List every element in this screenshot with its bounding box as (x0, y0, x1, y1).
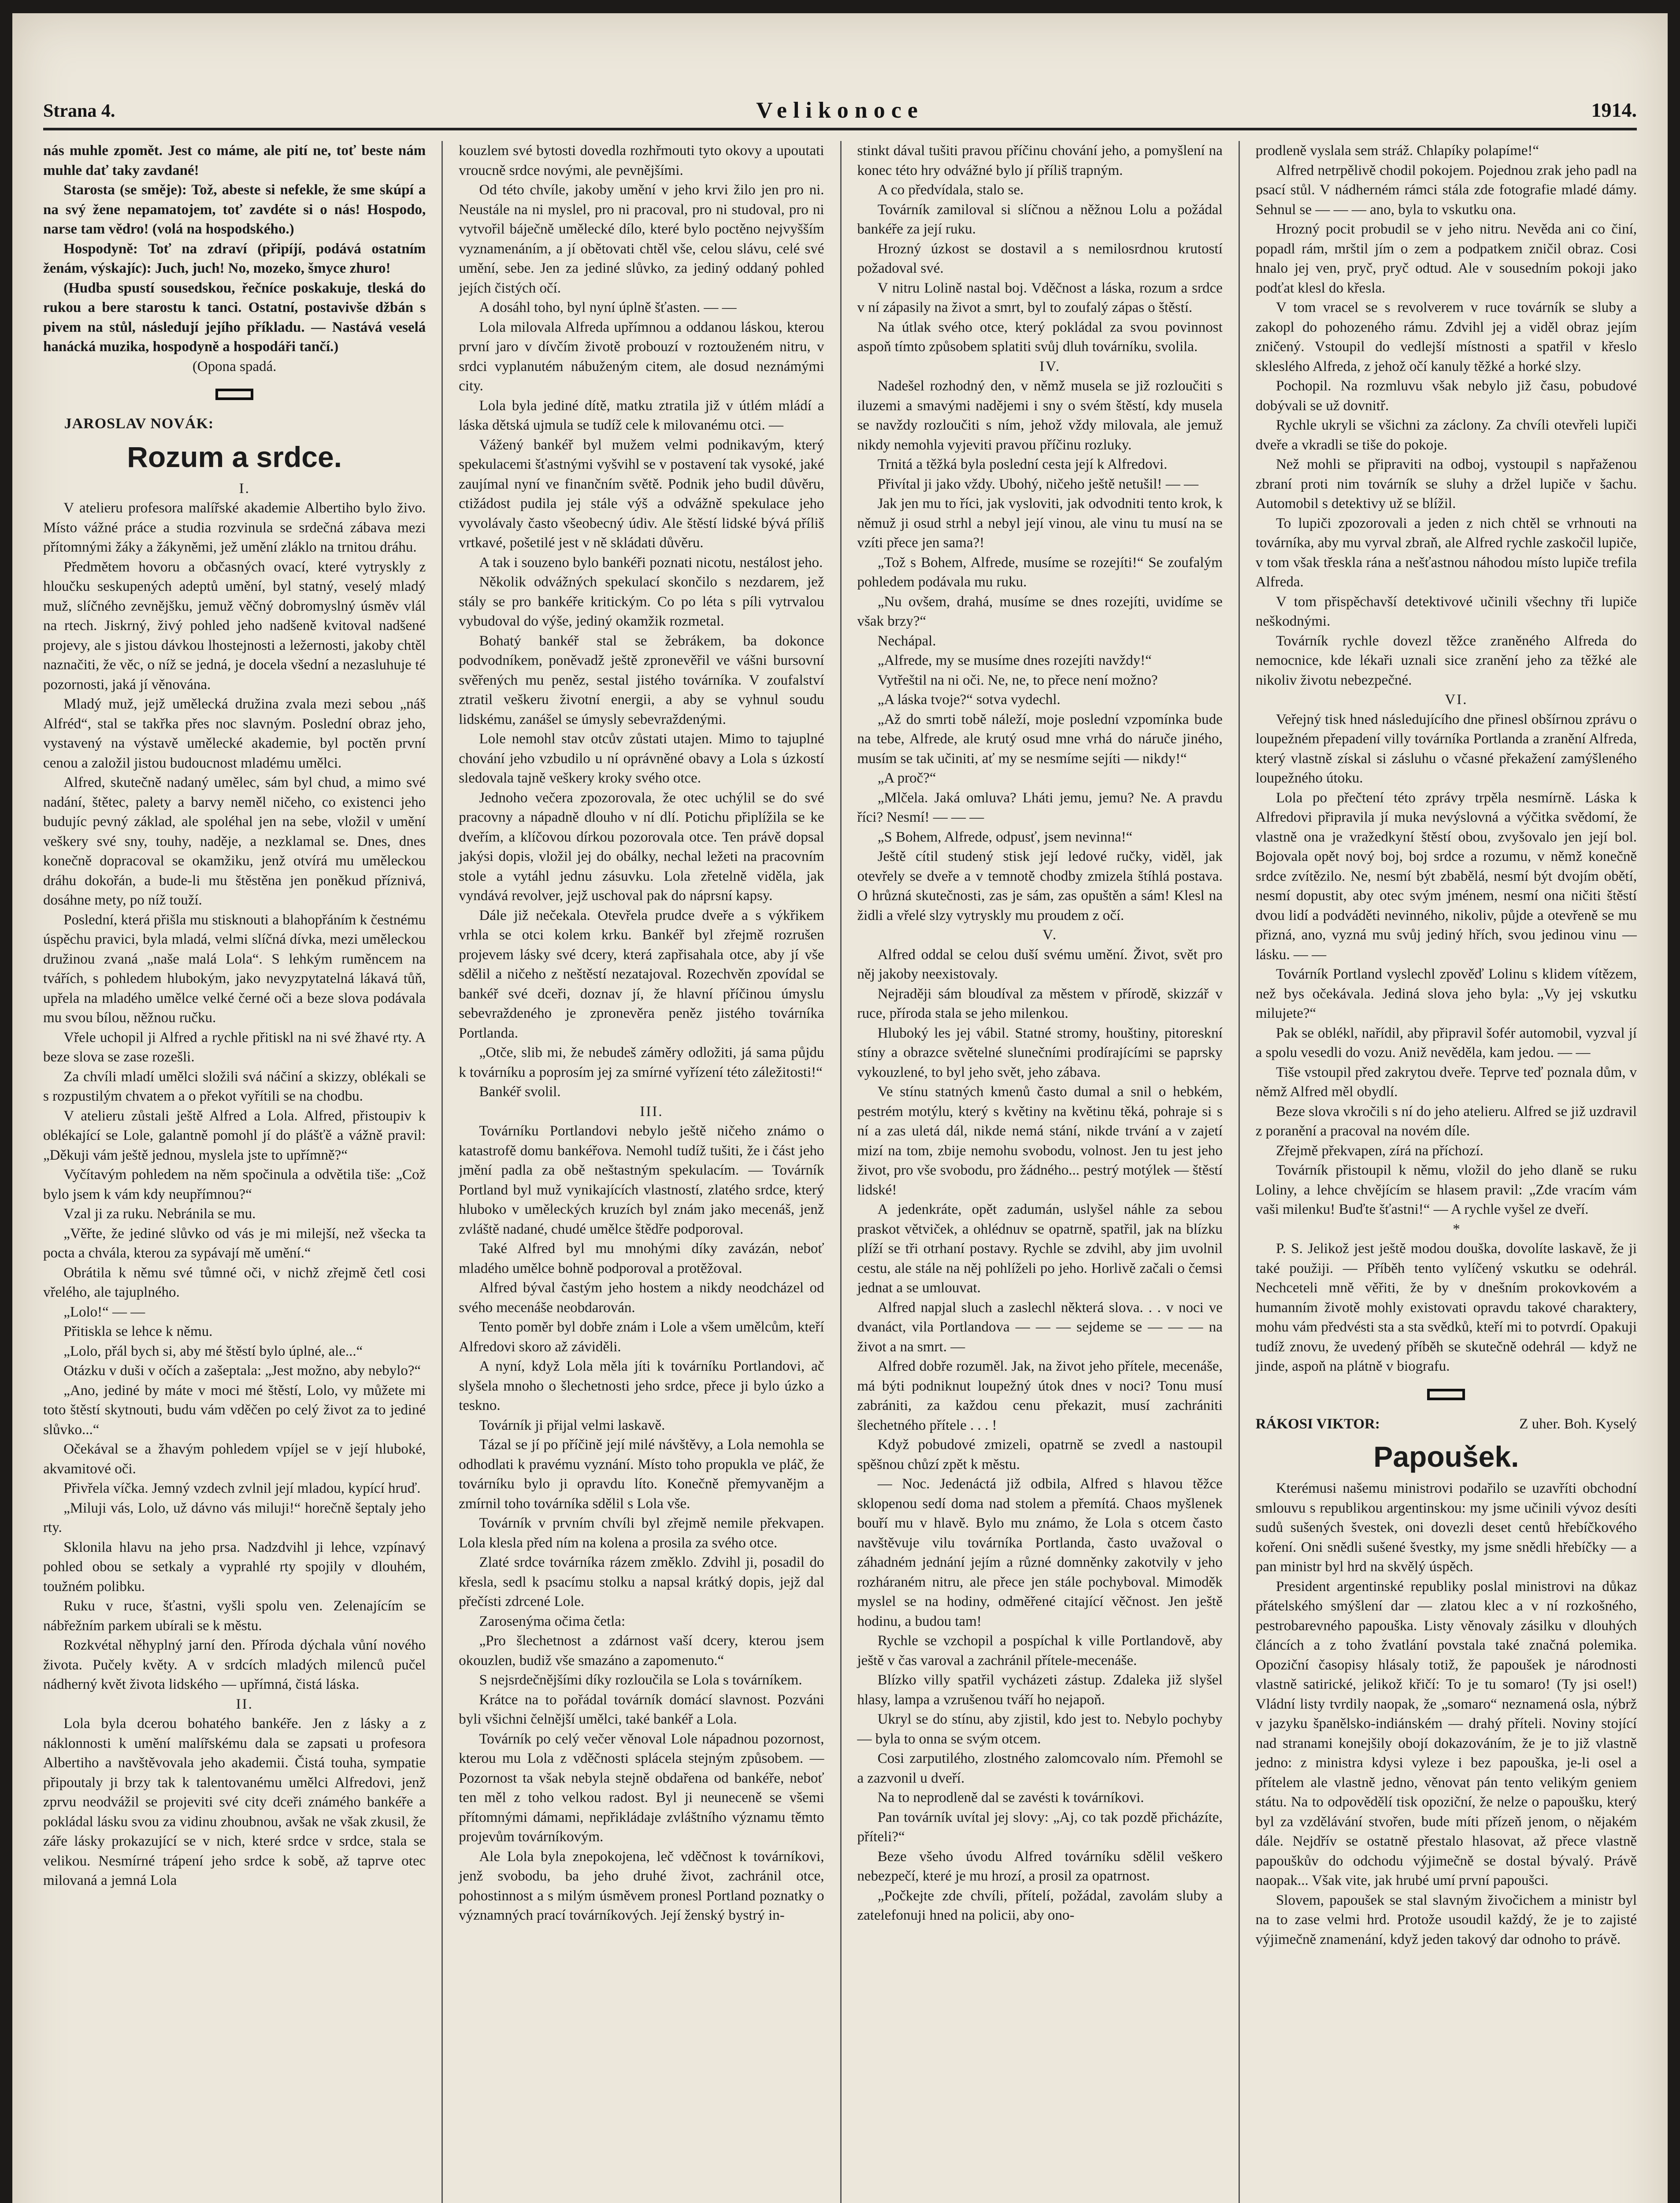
paragraph: Vážený bankéř byl mužem velmi podnikavým, který spekulacemi šťastnými vyšvihl se v postavení tak vysoké, jaké zaujímal nyní ve finančním světě. Podnik jeho budil důvěru, ctižádost pudila jej stále výš a odvážně spekulace jeho vyvolávaly často všeobecný údiv. Ale štěstí lidské bývá příliš vrtkavé, pošetilé jest v ně skládati důvěru. (459, 437, 824, 551)
paragraph: A nyní, když Lola měla jíti k továrníku Portlandovi, ač slyšela mnoho o šlechetnosti jeho srdce, přece ji bylo úzko a teskno. (459, 1358, 824, 1413)
paragraph: Továrníku Portlandovi nebylo ještě ničeho známo o katastrofě domu bankéřova. Nemohl tudíž tušiti, že i část jeho jmění padla za obě neštastným spekulacím. — Továrník Portland byl muž vynikajících vlastností, zlatého srdce, který hluboko v uměleckých kruzích byl znám jako mecenáš, jenž zvláště nadané, chudé umělce štědře podporoval. (459, 1123, 824, 1237)
paragraph: „Alfrede, my se musíme dnes rozejíti navždy!“ (877, 653, 1152, 668)
paragraph: „Ano, jediné by máte v moci mé štěstí, Lolo, vy můžete mi toto štěstí skytnouti, budu vám vděčen po celý život za to jediné slůvko...“ (43, 1382, 426, 1438)
paragraph: Alfred dobře rozuměl. Jak, na život jeho přítele, mecenáše, má býti podniknut loupežný útok dnes v noci? Tonu musí zabrániti, za každou cenu překazit, musí zachrániti šlechetného přítele . . . ! (857, 1358, 1223, 1433)
paragraph: Vřele uchopil ji Alfred a rychle přitiskl na ni své žhavé rty. A beze slova se zase rozešli. (43, 1029, 426, 1065)
paragraph: Nadešel rozhodný den, v němž musela se již rozloučiti s iluzemi a smavými nadějemi i sny o svém štěstí, kdy musela se navždy rozloučiti s ním, jehož vždy milovala, ale jemuž nikdy nemohla vyjeviti pravou příčinu rozluky. (857, 378, 1223, 453)
paragraph: „Tož s Bohem, Alfrede, musíme se rozejíti!“ Se zoufalým pohledem podávala mu ruku. (857, 554, 1223, 590)
paragraph: President argentinské republiky poslal ministrovi na důkaz přátelského smýšlení dar — zlatou klec a v ní rozkošného, pestrobarevného papouška. Listy věnovaly zásilku v dlouhých článcích a z toho žvatlání povstala také značná polemika. Opoziční časopisy hlásaly totiž, že papoušek je národnosti vlastně satirické, jelikož křičí: To je tu somaro! (Ty jsi osel!) Vládní listy tvrdily naopak, že „somaro“ neznamená osla, nýbrž v jazyku španělsko-indiánském — drahý příteli. Noviny stojící nad stranami konejšily obojí dokazováním, že je to již vlastně jedno: z ministra kdysi vyleze i bez papouška, je-li osel a přítelem ale vlastně jedno, věnovat pán tento velikým geniem státu. Na to odpovědělí tisk opoziční, že nelze o papoušku, který byl za vzdělávání stvořen, bude míti přízeň jenom, o nějakém dále. Nejdřív se ostatně přestalo hlasovat, až přece vlastně papouškův do odchodu výjimečně se dostal bývalý. Právě naopak... Však vite, jak hrubé umí první papoušci. (1255, 1578, 1637, 1888)
article-headline: Rozum a srdce. (127, 440, 342, 473)
paragraph: Továrník Portland vyslechl zpověď Lolinu s klidem vítězem, než bys očekávala. Jediná slova jeho byla: „Vy jej vskutku milujete?“ (1255, 966, 1637, 1021)
paragraph: Továrník ji přijal velmi laskavě. (479, 1417, 665, 1433)
paragraph: Vzal ji za ruku. Nebránila se mu. (63, 1206, 256, 1222)
paragraph: Přitiskla se lehce k němu. (63, 1324, 213, 1339)
section-divider (1256, 1388, 1637, 1403)
play-ending (43, 141, 426, 376)
paragraph: „Nu ovšem, drahá, musíme se dnes rozejíti, uvidíme se však brzy?“ (857, 593, 1223, 629)
page-number: Strana 4. (43, 101, 115, 121)
paragraph: Zarosenýma očima četla: (479, 1613, 626, 1629)
paragraph: Ruku v ruce, šťastni, vyšli spolu ven. Zelenajícím se nábřežním parkem ubírali se k městu. (43, 1598, 426, 1634)
play-line: Hospodyně: Toť na zdraví (připíjí, podává ostatním ženám, výskajíc): Juch, juch! No, mozeko, šmyce zhuro! (43, 241, 426, 276)
paragraph: Továrník rychle dovezl těžce zraněného Alfreda do nemocnice, kde lékaři uznali sice zranění jeho za těžké ale nikoliv životu nebezpečné. (1255, 633, 1637, 688)
paragraph: „A láska tvoje?“ sotva vydechl. (877, 692, 1061, 708)
paragraph: Zlaté srdce továrníka rázem změklo. Zdvihl ji, posadil do křesla, sedl k psacímu stolku a napsal krátký dopis, jejž dal přečísti zdrcené Lole. (459, 1554, 824, 1610)
newspaper-page (12, 13, 1668, 2203)
paragraph: prodleně vyslala sem stráž. Chlapíky polapíme!“ (1255, 143, 1539, 159)
paragraph: Ve stínu statných kmenů často dumal a snil o hebkém, pestrém motýlu, který s květiny na květinu těká, pohraje si s ní a zas uletá dál, nikde nemá stání, nikde trvání a v zajetí mizí na tom, zbije nemohu svobodu, volnost. Jen tu jest jeho život, pro vše svobodu, pro žádného... pestrý motýlek — štěstí lidské! (857, 1084, 1223, 1198)
paragraph: Na to neprodleně dal se zavésti k továrníkovi. (877, 1790, 1144, 1806)
paragraph: A jedenkráte, opět zadumán, uslyšel náhle za sebou praskot větviček, a ohlédnuv se opatrně, spatřil, jak na blízku plíží se tři otrhaní postavy. Rychle se zdvihl, aby jim uvolnil cestu, ale stále na něj pohlíželi po jeho. Horlivě začali o čemsi jednat a se umlouvat. (857, 1202, 1223, 1296)
paragraph: Také Alfred byl mu mnohými díky zavázán, neboť mladého umělce bohně podporoval a protěžoval. (459, 1241, 824, 1276)
paragraph: Od této chvíle, jakoby umění v jeho krvi žilo jen pro ni. Neustále na ni myslel, pro ni pracoval, pro ni studoval, pro ni vytvořil báječně umělecké dílo, které bylo poctěno nejvyšším vyznamenáním, a jí obětovati chtěl vše, celou slávu, celé své umění, sebe. Jen za jediné slůvko, za jediný oddaný pohled jejích čistých očí. (459, 182, 824, 296)
paragraph: Veřejný tisk hned následujícího dne přinesl obšírnou zprávu o loupežném přepadení villy továrníka Portlanda a zranění Alfreda, který vlastně získal si zásluhu o včasné překažení zamýšleného loupežného útoku. (1255, 711, 1637, 786)
paragraph: kouzlem své bytosti dovedla rozhřmouti tyto okovy a upoutati vroucně srdce novými, ale pevnějšími. (459, 143, 824, 178)
paragraph: Továrník po celý večer věnoval Lole nápadnou pozornost, kterou mu Lola z vděčnosti splácela stejným způsobem. — Pozornost ta však nebyla stejně obdařena od bankéře, neboť ten měl z toho velkou radost. Byl ji neuneceně se všemi přítomnými dámami, nepřikládaje zvláštního významu těmto projevům továrníkovým. (459, 1731, 824, 1845)
paragraph: Očekával se a žhavým pohledem vpíjel se v její hluboké, akvamitové oči. (43, 1441, 426, 1477)
separator-asterisk: * (1453, 1221, 1460, 1237)
paragraph: Beze všeho úvodu Alfred továrníku sdělil veškero nebezpečí, které je mu hrozí, a prosil za opatrnost. (857, 1848, 1223, 1884)
paragraph: „Věřte, že jediné slůvko od vás je mi milejší, než všecka ta pocta a chvála, kterou za sypávají mě umění.“ (43, 1225, 426, 1261)
paragraph: Ale Lola byla znepokojena, leč vděčnost k továrníkovi, jenž svobodu, ba jeho druhé život, zachránil otce, pohostinnost a s milým úsměvem pronesl Portland poznatky o významných prací továrníkových. Její ženský bystrý in- (459, 1848, 824, 1923)
chapter-number: V. (1042, 927, 1058, 943)
paragraph: V tom přispěchavší detektivové učinili všechny tři lupiče neškodnými. (1255, 593, 1637, 629)
author-byline: RÁKOSI VIKTOR: (1255, 1416, 1380, 1432)
paragraph: A tak i souzeno bylo bankéři poznati nicotu, nestálost jeho. (479, 554, 823, 571)
play-line: (Opona spadá. (192, 358, 277, 375)
chapter-number: IV. (1039, 358, 1061, 375)
article-headline: Papoušek. (1373, 1440, 1519, 1473)
paragraph: „Pro šlechetnost a zdárnost vaší dcery, kterou jsem okouzlen, budiž vše smazáno a zapomenuto.“ (459, 1633, 824, 1669)
author-byline-row (1256, 1414, 1637, 1434)
paragraph: „Miluji vás, Lolo, už dávno vás miluji!“ horečně šeptaly jeho rty. (43, 1500, 426, 1535)
paragraph: Zřejmě překvapen, zírá na příchozí. (1276, 1142, 1483, 1159)
paragraph: Obrátila k němu své tůmné oči, v nichž zřejmě četl cosi vřelého, ale tajuplného. (43, 1265, 426, 1300)
postscript: P. S. Jelikož jest ještě modou douška, dovolíte laskavě, že ji také použiji. — Příběh tento vylíčený vskutku se odehrál. Nechceteli mně věřiti, že by v dnešním prokovkovém a humanním životě mohly existovati opravdu takové charaktery, mohu vám předvésti sta a sta svědků, kteří mi to potvrdí. Opakuji tudíž znovu, že uvedený příběh se skutečně odehrál — když ne jinde, aspoň na plátně v biografu. (1255, 1241, 1637, 1374)
paragraph: Lola byla jediné dítě, matku ztratila již v útlém mládí a láska dětská ujmula se tudíž cele k milovanému otci. — (459, 397, 824, 433)
paragraph: Nechápal. (877, 633, 936, 649)
text-columns (43, 141, 1637, 2203)
paragraph: Bohatý bankéř stal se žebrákem, ba dokonce podvodníkem, poněvadž ještě zpronevěřil ve vášni bursovní svěřených mu peněz, sestal jistého továrníka. V zoufalství ztratil veškeru životní energii, a aby se vyhnul soudu lidskému, zanášel se úmysly sebevraždenými. (459, 633, 824, 727)
paragraph: Továrník v prvním chvíli byl zřejmě nemile překvapen. Lola klesla před ním na kolena a prosila za svého otce. (459, 1515, 824, 1551)
paragraph: Rychle ukryli se všichni za záclony. Za chvíli otevřeli lupiči dveře a vkradli se tiše do pokoje. (1255, 417, 1637, 453)
paragraph: Přivítal ji jako vždy. Ubohý, ničeho ještě netušil! — — (877, 476, 1199, 492)
paragraph: Dále již nečekala. Otevřela prudce dveře a s výkřikem vrhla se otci kolem krku. Bankéř byl zřejmě rozrušen projevem lásky své dcery, která zapřisahala otce, aby jí vše sdělil a ničeho z neštěstí nezatajoval. Rozechvěn zpovídal se bankéř své dceři, doznav jí, že hlavní příčinou úmyslu sebevraždeného je zpronevěra peněz jistého továrníka Portlanda. (459, 907, 824, 1041)
paragraph: Tázal se jí po příčině její milé návštěvy, a Lola nemohla se odhodlati k pravému vyznání. Místo toho propukla ve pláč, že továrníku bylo ji opravdu líto. Konečně přemyvanějm a zmírnil toho továrníka sdělil s Lola vše. (459, 1437, 824, 1512)
paragraph: Slovem, papoušek se stal slavným živočichem a ministr byl na to zase velmi hrd. Protože usoudil každý, že je to zajisté výjimečně znamenání, když jeden takový dar odnoho to právě. (1255, 1892, 1637, 1947)
paragraph: Přivřela víčka. Jemný vzdech zvlnil její mladou, kypící hruď. (63, 1480, 421, 1496)
paragraph: „Počkejte zde chvíli, přítelí, požádal, zavolám sluby a zatelefonuji hned na policii, aby ono- (857, 1888, 1223, 1923)
paragraph: Několik odvážných spekulací skončilo s nezdarem, jež stály se pro bankéře kritickým. Co po léta s píli vytrvalou vybudoval do výše, jediný okamžik rozmetal. (459, 574, 824, 629)
paragraph: Ukryl se do stínu, aby zjistil, kdo jest to. Nebylo pochyby — byla to onna se svým otcem. (857, 1711, 1223, 1747)
paragraph: Alfred býval častým jeho hostem a nikdy neodcházel od svého mecenáše neobdarován. (459, 1280, 824, 1316)
paragraph: S nejsrdečnějšími díky rozloučila se Lola s továrníkem. (479, 1672, 802, 1688)
paragraph: To lupiči zpozorovali a jeden z nich chtěl se vrhnouti na továrníka, aby mu vyrval zbraň, ale Alfred rychle zaskočil lupiče, v tom však třeskla rána a nešťastnou náhodou místo lupiče trefila Alfreda. (1255, 515, 1637, 590)
paragraph: Hluboký les jej vábil. Statné stromy, houštiny, pitoreskní stíny a obrazce světelné slunečními prodírajícími se paprsky vykouzlené, to byl jeho svět, jeho zábava. (857, 1025, 1223, 1080)
paragraph: Vyčítavým pohledem na něm spočinula a odvětila tiše: „Což bylo jsem k vám kdy neupřímnou?“ (43, 1167, 426, 1202)
column-1 (43, 141, 441, 2203)
chapter-number: III. (640, 1103, 664, 1120)
paragraph: „A proč?“ (877, 770, 936, 786)
paragraph: „Až do smrti tobě náleží, moje poslední vzpomínka bude na tebe, Alfrede, ale krutý osud mne vrhá do náruče jiného, musím se tak učiniti, ať my se nesmíme sejíti — nikdy!“ (857, 711, 1223, 767)
paragraph: Poslední, která přišla mu stisknouti a blahopřáním k čestnému úspěchu pravici, byla mladá, velmi slíčná dívka, mezi uměleckou družinou zvaná „naše malá Lola“. S lehkým ruměncem na tvářích, s pohledem hlubokým, jako nevyzpytatelná lákavá tůň, upřela na mladého umělce velké černé oči a beze slova podávala mu svou bílou, něžnou ručku. (43, 912, 426, 1026)
paragraph: „Mlčela. Jaká omluva? Lháti jemu, jemu? Ne. A pravdu říci? Nesmí! — — — (857, 790, 1223, 825)
paragraph: Ještě cítil studený stisk její ledové ručky, viděl, jak otevřely se dveře a v temnotě chodby zmizela štíhlá postava. O hrůzná skutečnosti, zas je sám, zas opuštěn a sám! Klesl na židli a vřelé slzy vytryskly mu proudem z očí. (857, 849, 1223, 923)
paragraph: Pan továrník uvítal jej slovy: „Aj, co tak pozdě přicházíte, příteli?“ (857, 1809, 1223, 1845)
paragraph: stinkt dával tušiti pravou příčinu chování jeho, a pomyšlení na konec této hry odvážné bylo jí příliš trapným. (857, 143, 1223, 178)
paragraph: Krátce na to pořádal továrník domácí slavnost. Pozváni byli všichni čelnější umělci, také bankéř a Lola. (459, 1691, 824, 1727)
section-divider (43, 388, 426, 403)
chapter-number: VI. (1445, 692, 1468, 708)
paragraph: Cosi zarputilého, zlostného zalomcovalo ním. Přemohl se a zazvonil u dveří. (857, 1751, 1223, 1786)
paragraph: Na útlak svého otce, který pokládal za svou povinnost aspoň tímto způsobem splatiti svůj dluh továrníku, svolila. (857, 319, 1223, 355)
column-3 (840, 141, 1239, 2203)
paper-title: Velikonoce (756, 98, 924, 123)
paragraph: Továrník zamiloval si slíčnou a něžnou Lolu a požádal bankéře za její ruku. (857, 201, 1223, 237)
paragraph: Kterémusi našemu ministrovi podařilo se uzavříti obchodní smlouvu s republikou argentinskou: my jsme učinili vývoz desíti sudů sušených švestek, oni dovezli deset centů hřebíčkového koření. Oni snědli sušené švestky, my jsme snědli hřebíčky — a pan ministr byl hrd na skvělý úspěch. (1255, 1480, 1637, 1575)
paragraph: V atelieru zůstali ještě Alfred a Lola. Alfred, přistoupiv k oblékající se Lole, galantně pomohl jí do plášťě a vážně pravil: „Děkuji vám ještě jednou, myslela jste to upřímně?“ (43, 1108, 426, 1163)
paragraph: Tento poměr byl dobře znám i Lole a všem umělcům, kteří Alfredovi skoro až záviděli. (459, 1319, 824, 1355)
play-line: Starosta (se směje): Tož, abeste si nefekle, že sme skúpí a na svý žene nepamatojem, toť zavdéte si o nás! Hospodo, narse tam vědro! (volá na hospodského.) (43, 182, 426, 237)
paragraph: Pochopil. Na rozmluvu však nebylo již času, pobudové dobývali se už dovnitř. (1255, 378, 1637, 414)
paragraph: Hrozný pocit probudil se v jeho nitru. Nevěda ani co činí, popadl rám, mrštil jím o zem a podpatkem zničil obraz. Cosi hnalo jej ven, pryč, pryč odtud. Ale v sousedním pokoji jako podťat klesl do křesla. (1255, 221, 1637, 296)
paragraph: Lole nemohl stav otcův zůstati utajen. Mimo to tajuplné chování jeho vzbudilo u ní oprávněné obavy a Lola s úzkostí sledovala tajně veškery kroky svého otce. (459, 731, 824, 786)
column-2 (441, 141, 840, 2203)
paragraph: Tiše vstoupil před zakrytou dveře. Teprve teď poznala dům, v němž Alfred měl obydlí. (1255, 1064, 1637, 1100)
paragraph: „S Bohem, Alfrede, odpusť, jsem nevinna!“ (877, 829, 1133, 845)
paragraph: Lola byla dcerou bohatého bankéře. Jen z lásky a z náklonnosti k umění malířskému dala se zapsati u profesora Albertiho a navštěvovala jeho akademii. Čistá touha, sympatie připoutaly ji brzy tak k talentovanému umělci Alfredovi, jenž zprvu neodvážil se projeviti své city dceři známého bankéře a pokládal lásku svou za vidinu zhoubnou, avšak ne však zkusil, že záře lásky prokazující se v nich, které srdce v srdce, stala se velikou. Nesmírné trápení jeho srdce k sobě, až taprve otec milovaná a jemná Lola (43, 1716, 426, 1888)
paragraph: Jednoho večera zpozorovala, že otec uchýlil se do své pracovny a nápadně dlouho v ní dlí. Potichu připlížila se ke dveřím, a klíčovou dírkou pozorovala otce. Ten právě dopsal jakýsi dopis, vložil jej do obálky, nechal ležeti na pracovním stole a vytáhl jednu zásuvku. Lola zřetelně viděla, jak vyndává revolver, jejž uschoval pak do náprsní kapsy. (459, 790, 824, 904)
translator-credit: Z uher. Boh. Kyselý (1519, 1416, 1637, 1432)
paragraph: Jak jen mu to říci, jak vysloviti, jak odvodniti tento krok, k němuž ji osud strhl a nebyl její vinou, ale vinu tu musí na se vzíti přece jen sama?! (857, 496, 1223, 551)
paragraph: Otázku v duši v očích a zašeptala: „Jest možno, aby nebylo?“ (63, 1363, 421, 1379)
paragraph: Trnitá a těžká byla poslední cesta její k Alfredovi. (877, 456, 1168, 472)
paragraph: Alfred netrpělivě chodil pokojem. Pojednou zrak jeho padl na psací stůl. V nádherném rámci stála zde fotografie mladé dámy. Sehnul se — — — ano, byla to vskutku ona. (1255, 162, 1637, 218)
paragraph: Sklonila hlavu na jeho prsa. Nadzdvihl ji lehce, vzpínavý pohled obou se setkaly a vyprahlé rty spojily v dlouhém, toužném polibku. (43, 1539, 426, 1595)
paragraph: Hrozný úzkost se dostavil a s nemilosrdnou krutostí požadoval své. (857, 241, 1223, 276)
paragraph: A dosáhl toho, byl nyní úplně šťasten. — — (479, 300, 737, 315)
play-line: (Hudba spustí sousedskou, řečníce poskakuje, tleská do rukou a bere starostu k tanci. Ostatní, postavivše džbán s pivem na stůl, následují jejího příkladu. — Nastává veselá hanácká muzika, hospodyně a hospodáři tančí.) (43, 280, 426, 355)
paragraph: Lola milovala Alfreda upřímnou a oddanou láskou, kterou první jaro v dívčím životě probouzí v roztouženém nitru, v srdci vyplanutém nábuženým citem, ale dosud neznámými city. (459, 319, 824, 394)
issue-year: 1914. (1591, 99, 1637, 121)
column-4 (1239, 141, 1637, 2203)
paragraph: Mladý muž, jejž umělecká družina zvala mezi sebou „náš Alfréd“, stal se takřka přes noc slavným. Poslední obraz jeho, vystavený na výstavě umělecké akademie, byl poctěn první cenou a založil jistou budoucnost mladému umělci. (43, 696, 426, 771)
paragraph: „Otče, slib mi, že nebudeš záměry odložiti, já sama půjdu k továrníku a poprosím jej za smírné vyřízení této záležitosti!“ (459, 1045, 824, 1080)
paragraph: Továrník přistoupil k němu, vložil do jeho dlaně se ruku Loliny, a lehce chvějícím se hlasem pravil: „Zde vracím vám vaši milenku! Buďte šťastni!“ — A rychle vyšel ze dveří. (1255, 1162, 1637, 1217)
paragraph: Alfred oddal se celou duší svému umění. Život, svět pro něj jakoby neexistovaly. (857, 946, 1223, 982)
paragraph: Alfred, skutečně nadaný umělec, sám byl chud, a mimo své nadání, štětec, palety a barvy neměl ničeho, co existenci jeho budujíc pevný základ, ale spoléhal jen na sebe, vložil v umění veškery své sny, touhy, naděje, a nezklamal se. Dnes, dnes konečně dopracoval se okamžiku, jenž otvírá mu uměleckou dráhu dokořán, a bude-li mu štěstěna jen poněkud příznivá, dosáhne mety, po níž touží. (43, 775, 426, 908)
chapter-number: I. (239, 480, 250, 497)
paragraph: Blízko villy spatřil vycházeti zástup. Zdaleka již slyšel hlasy, lampa a vzrušenou tváří ho nejapoň. (857, 1672, 1223, 1708)
paragraph: Beze slova vkročili s ní do jeho atelieru. Alfred se již uzdravil z poranění a pracoval na novém díle. (1255, 1103, 1637, 1139)
masthead (43, 75, 1637, 130)
paragraph: Rychle se vzchopil a pospíchal k ville Portlandově, aby ještě v čas varoval a zachránil přítele-mecenáše. (857, 1633, 1223, 1669)
paragraph: Bankéř svolil. (479, 1084, 561, 1100)
paragraph: V atelieru profesora malířské akademie Albertiho bylo živo. Místo vážné práce a studia rozvinula se srdečná zábava mezi přítomnými žáky a žákyněmi, jež umění zláklo na trnitou dráhu. (43, 500, 426, 555)
paragraph: Když pobudové zmizeli, opatrně se zvedl a nastoupil spěšnou chůzí zpět k městu. (857, 1437, 1223, 1472)
paragraph: Předmětem hovoru a občasných ovací, které vytryskly z hloučku seskupených adeptů umění, byl statný, veselý mladý muž, slíčného zevnějšku, jemuž věčný dobromyslný úsměv vlál na rtech. Jiskrný, živý pohled jeho nadšeně kvitoval nadšené projevy, ale s jistou dávkou lhostejnosti a ležernosti, jakoby chtěl naznačiti, že věc, o níž se jedná, je docela všední a nezasluhuje té pozornosti, jaká jí věnována. (43, 559, 426, 693)
play-line: nás muhle zpomět. Jest co máme, ale pití ne, toť beste nám muhle dať taky zavdané! (43, 143, 426, 178)
paragraph: A co předvídala, stalo se. (877, 182, 1024, 198)
paragraph: Pak se oblékl, nařídil, aby připravil šofér automobil, vyzval jí a spolu vesedli do vozu. Aniž nevěděla, kam jedou. — — (1255, 1025, 1637, 1061)
paragraph: Nejraději sám bloudíval za městem v přírodě, skizzář v ruce, příroda stala se jeho milenkou. (857, 986, 1223, 1021)
chapter-number: II. (236, 1696, 253, 1712)
paragraph: Než mohli se připraviti na odboj, vystoupil s napřaženou zbraní proti nim továrník se sluhy a držel lupiče v šachu. Automobil s detektivy už se blížil. (1255, 456, 1637, 512)
paragraph: V tom vracel se s revolverem v ruce továrník se sluby a zakopl do pohozeného rámu. Zdvihl jej a viděl obraz jejím zničený. Vstoupil do vedlejší místnosti a spatřil v křeslo skleslého Alfreda, z jehož očí kanuly těžké a horké slzy. (1255, 300, 1637, 375)
paragraph: V nitru Lolině nastal boj. Vděčnost a láska, rozum a srdce v ní zápasily na život a smrt, byl to zoufalý zápas o štěstí. (857, 280, 1223, 315)
author-byline: JAROSLAV NOVÁK: (64, 415, 214, 432)
paragraph: Vytřeštil na ni oči. Ne, ne, to přece není možno? (877, 672, 1158, 688)
paragraph: „Lolo!“ — — (63, 1304, 145, 1320)
paragraph: Rozkvétal něhyplný jarní den. Příroda dýchala vůní nového života. Pučely květy. A v srdcích mladých milenců pučel nádherný květ života lidského — upřímná, čistá láska. (43, 1637, 426, 1692)
paragraph: — Noc. Jedenáctá již odbila, Alfred s hlavou těžce sklopenou sedí doma nad stolem a přemítá. Chaos myšlenek bouří mu v hlavě. Bylo mu známo, že Lola s otcem často navštěvuje vilu továrníka Portlanda, často uvažoval o záhadném jednání jejím a různé domněnky zakotvily v jeho rozháraném nitru, ale přece jen stále pochyboval. Mimoděk myslel se na hodiny, odměřené citající věčnost. Jen ještě hodinu, a budou tam! (857, 1476, 1223, 1629)
paragraph: Lola po přečtení této zprávy trpěla nesmírně. Láska k Alfredovi připravila jí muka nevýslovná a výčitka svědomí, že vlastně ona je vražedkyní štěstí obou, zvyšovalo jen její bol. Bojovala opět nový boj, boj srdce a rozumu, v němž konečně srdce zvítězilo. Ne, nesmí být zbabělá, nesmí být dvojím obětí, nesmí dopustit, aby otec svým jménem, nesmí ona ničiti štěstí dvou lidí a podváděti nevinného, nikoliv, půjde a otevřeně se mu přizná, ano, vyzná mu svůj jediný hřích, svou jedinou vinu — lásku. — — (1255, 790, 1637, 963)
paragraph: Za chvíli mladí umělci složili svá náčiní a skizzy, oblékali se s rozpustilým chvatem a o překot vyřítili se na chodbu. (43, 1068, 426, 1104)
paragraph: „Lolo, přál bych si, aby mé štěstí bylo úplné, ale...“ (63, 1343, 363, 1359)
paragraph: Alfred napjal sluch a zaslechl některá slova. . . v noci ve dvanáct, vila Portlandova — — — sejdeme se — — — na život a na smrt. — (857, 1299, 1223, 1355)
